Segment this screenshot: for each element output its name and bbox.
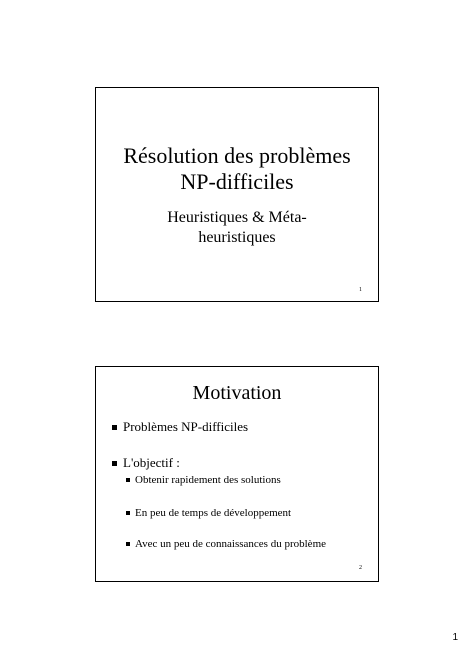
- sub-bullet-item: [126, 473, 281, 487]
- slide-2: [95, 366, 379, 582]
- slide-1-subtitle-line-2: heuristiques: [198, 229, 276, 246]
- bullet-text: Problèmes NP-difficiles: [123, 419, 249, 434]
- slide-1-title-line-1: Résolution des problèmes: [123, 143, 351, 168]
- sub-bullet-text: En peu de temps de développement: [135, 507, 292, 519]
- bullet-item: [112, 419, 248, 435]
- slide-1-number: 1: [359, 287, 362, 293]
- slide-1-subtitle: [96, 208, 378, 248]
- slide-1: [95, 87, 379, 302]
- slide-1-title-line-2: NP-difficiles: [180, 169, 294, 194]
- sub-bullet-text: Obtenir rapidement des solutions: [135, 474, 281, 486]
- slide-1-subtitle-line-1: Heuristiques & Méta-: [167, 209, 307, 226]
- square-bullet-icon: [126, 511, 130, 515]
- page-number: 1: [452, 632, 458, 643]
- square-bullet-icon: [126, 478, 130, 482]
- slide-2-title: Motivation: [192, 382, 282, 404]
- sub-bullet-item: [126, 537, 326, 551]
- sub-bullet-item: [126, 506, 291, 520]
- bullet-text: L'objectif :: [123, 455, 180, 470]
- square-bullet-icon: [112, 425, 117, 430]
- slide-2-number: 2: [359, 565, 362, 571]
- slide-1-title: [96, 143, 378, 195]
- sub-bullet-text: Avec un peu de connaissances du problème: [135, 538, 327, 550]
- square-bullet-icon: [126, 542, 130, 546]
- bullet-item: [112, 455, 180, 471]
- square-bullet-icon: [112, 461, 117, 466]
